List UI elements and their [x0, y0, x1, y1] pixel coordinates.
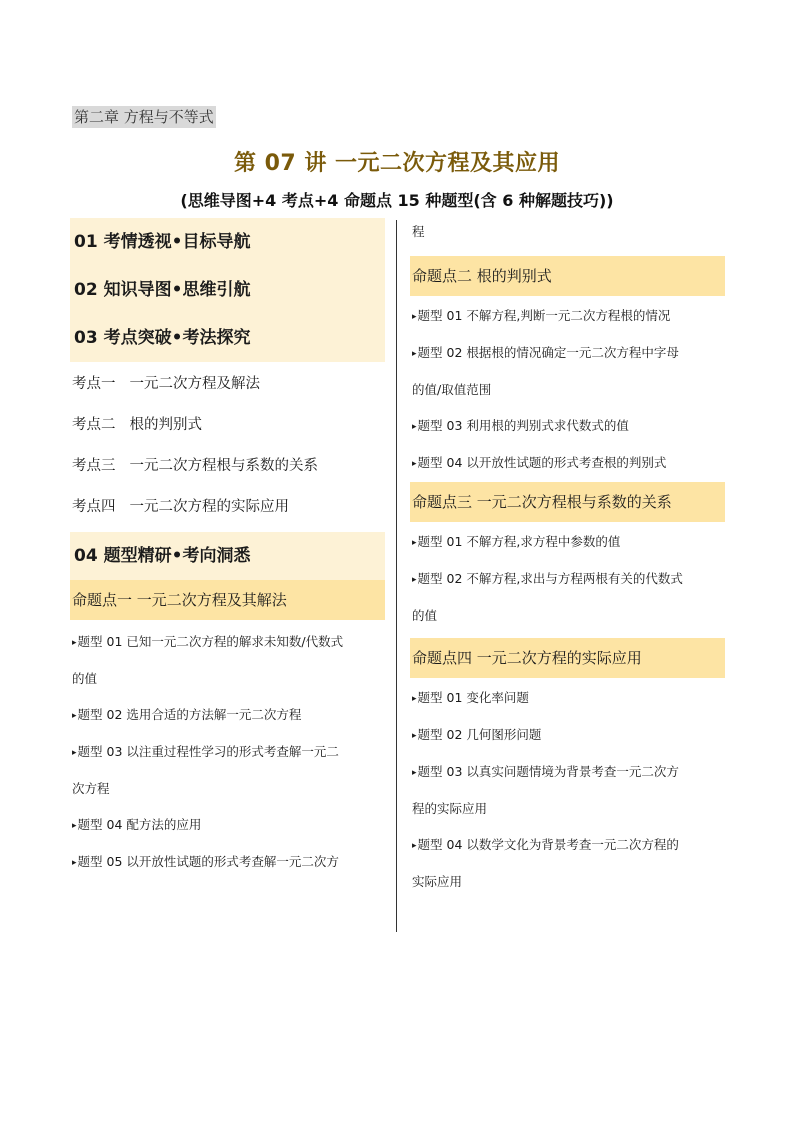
tixing-item[interactable] — [410, 524, 725, 561]
triangle-bullet-icon: ▸ — [412, 841, 417, 851]
tixing-item[interactable] — [410, 754, 725, 791]
kaodian-text: 一元二次方程及解法 — [129, 376, 260, 392]
tixing-text: 题型 04 以数学文化为背景考查一元二次方程的 — [417, 837, 679, 852]
tixing-item[interactable] — [70, 734, 385, 771]
triangle-bullet-icon: ▸ — [412, 312, 417, 322]
triangle-bullet-icon: ▸ — [412, 575, 417, 585]
tixing-item-cont: 程的实际应用 — [412, 801, 488, 816]
tixing-text: 题型 01 不解方程,判断一元二次方程根的情况 — [417, 308, 671, 323]
kaodian-label: 考点三 — [72, 458, 116, 474]
triangle-bullet-icon: ▸ — [72, 748, 77, 758]
tixing-text: 题型 01 不解方程,求方程中参数的值 — [417, 534, 621, 549]
left-column — [70, 218, 385, 881]
tixing-text: 题型 02 根据根的情况确定一元二次方程中字母 — [417, 345, 679, 360]
tixing-text: 题型 04 以开放性试题的形式考查根的判别式 — [417, 455, 667, 470]
tixing-item[interactable] — [410, 827, 725, 864]
lesson-subtitle: (思维导图+4 考点+4 命题点 15 种题型(含 6 种解题技巧)) — [180, 191, 614, 210]
tixing-text: 题型 01 变化率问题 — [417, 690, 529, 705]
triangle-bullet-icon: ▸ — [412, 768, 417, 778]
mingtidian-3-title[interactable]: 命题点三 一元二次方程根与系数的关系 — [410, 482, 725, 522]
chapter-label: 第二章 方程与不等式 — [74, 108, 214, 126]
kaodian-4[interactable] — [70, 487, 385, 528]
kaodian-text: 一元二次方程的实际应用 — [129, 499, 289, 515]
kaodian-1[interactable] — [70, 364, 385, 405]
mingtidian-4-title[interactable]: 命题点四 一元二次方程的实际应用 — [410, 638, 725, 678]
mingtidian-2-title[interactable]: 命题点二 根的判别式 — [410, 256, 725, 296]
column-divider — [396, 220, 397, 932]
section-02[interactable]: 02 知识导图•思维引航 — [74, 280, 251, 300]
kaodian-3[interactable] — [70, 446, 385, 487]
tixing-item[interactable] — [70, 807, 385, 844]
tixing-item-cont: 实际应用 — [412, 874, 463, 889]
kaodian-text: 根的判别式 — [129, 417, 202, 433]
tixing-text: 题型 02 不解方程,求出与方程两根有关的代数式 — [417, 571, 683, 586]
tixing-item-cont: 的值 — [72, 671, 98, 686]
triangle-bullet-icon: ▸ — [412, 538, 417, 548]
tixing-text: 题型 05 以开放性试题的形式考查解一元二次方 — [77, 854, 339, 869]
tixing-item[interactable] — [70, 844, 385, 881]
tixing-item-cont: 程 — [412, 224, 425, 239]
tixing-text: 题型 02 选用合适的方法解一元二次方程 — [77, 707, 302, 722]
triangle-bullet-icon: ▸ — [72, 821, 77, 831]
section-04-block — [70, 532, 385, 580]
tixing-item-cont: 的值/取值范围 — [412, 382, 492, 397]
tixing-item[interactable] — [410, 298, 725, 335]
triangle-bullet-icon: ▸ — [72, 858, 77, 868]
tixing-item[interactable] — [410, 561, 725, 598]
mingtidian-1-title[interactable]: 命题点一 一元二次方程及其解法 — [70, 580, 385, 620]
triangle-bullet-icon: ▸ — [412, 422, 417, 432]
kaodian-label: 考点一 — [72, 376, 116, 392]
tixing-item[interactable] — [410, 408, 725, 445]
lesson-title: 第 07 讲 一元二次方程及其应用 — [233, 151, 561, 176]
section-03[interactable]: 03 考点突破•考法探究 — [74, 328, 251, 348]
tixing-item-cont: 次方程 — [72, 781, 110, 796]
kaodian-text: 一元二次方程根与系数的关系 — [129, 458, 318, 474]
tixing-item[interactable] — [410, 445, 725, 482]
tixing-item[interactable] — [70, 697, 385, 734]
tixing-text: 题型 02 几何图形问题 — [417, 727, 542, 742]
kaodian-2[interactable] — [70, 405, 385, 446]
triangle-bullet-icon: ▸ — [412, 349, 417, 359]
tixing-text: 题型 03 以注重过程性学习的形式考查解一元二 — [77, 744, 339, 759]
overview-block — [70, 218, 385, 362]
section-01[interactable]: 01 考情透视•目标导航 — [74, 232, 251, 252]
triangle-bullet-icon: ▸ — [412, 694, 417, 704]
tixing-item[interactable] — [70, 624, 385, 661]
tixing-text: 题型 04 配方法的应用 — [77, 817, 202, 832]
kaodian-label: 考点四 — [72, 499, 116, 515]
tixing-text: 题型 03 利用根的判别式求代数式的值 — [417, 418, 629, 433]
tixing-item[interactable] — [410, 717, 725, 754]
triangle-bullet-icon: ▸ — [72, 638, 77, 648]
section-04[interactable]: 04 题型精研•考向洞悉 — [74, 546, 251, 566]
tixing-item[interactable] — [410, 680, 725, 717]
triangle-bullet-icon: ▸ — [72, 711, 77, 721]
tixing-item-cont: 的值 — [412, 608, 438, 623]
kaodian-label: 考点二 — [72, 417, 116, 433]
tixing-text: 题型 01 已知一元二次方程的解求未知数/代数式 — [77, 634, 344, 649]
tixing-item[interactable] — [410, 335, 725, 372]
triangle-bullet-icon: ▸ — [412, 459, 417, 469]
triangle-bullet-icon: ▸ — [412, 731, 417, 741]
tixing-text: 题型 03 以真实问题情境为背景考查一元二次方 — [417, 764, 679, 779]
right-column — [410, 218, 725, 900]
